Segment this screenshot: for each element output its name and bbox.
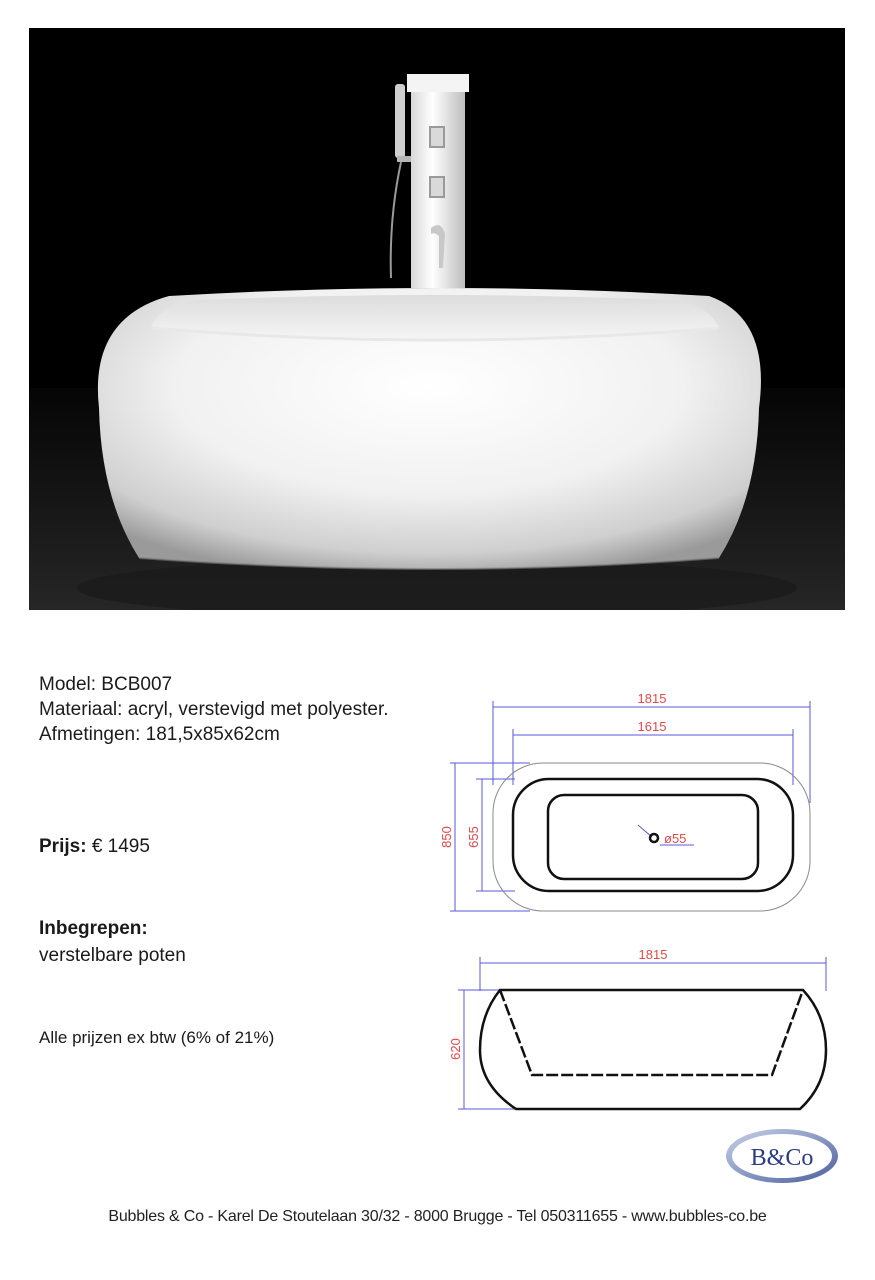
brand-logo (724, 1126, 844, 1191)
dim-inner-length: 1615 (637, 719, 667, 734)
dim-outer-length: 1815 (637, 691, 667, 706)
dim-drain: ø55 (664, 831, 687, 846)
dim-inner-width: 655 (466, 826, 481, 848)
vat-note: Alle prijzen ex btw (6% of 21%) (39, 1028, 275, 1047)
model-text: Model: BCB007 (39, 674, 173, 695)
included-text: verstelbare poten (39, 945, 186, 966)
logo-text: B&Co (750, 1145, 814, 1171)
price-value: € 1495 (91, 836, 150, 857)
dim-side-length: 1815 (638, 947, 668, 962)
dimensions-text: Afmetingen: 181,5x85x62cm (39, 724, 280, 745)
technical-drawing (420, 685, 840, 1120)
price-label: Prijs: (39, 836, 87, 857)
dim-side-height: 620 (448, 1038, 463, 1060)
price-line (39, 836, 150, 858)
included-title: Inbegrepen: (39, 918, 148, 939)
dim-outer-width: 850 (439, 826, 454, 848)
product-photo (29, 28, 845, 610)
footer-contact: Bubbles & Co - Karel De Stoutelaan 30/32 - 8000 Brugge - Tel 050311655 - www.bubbles-co.be (108, 1208, 767, 1225)
material-text: Materiaal: acryl, verstevigd met polyester. (39, 699, 389, 720)
product-specs (39, 672, 389, 747)
